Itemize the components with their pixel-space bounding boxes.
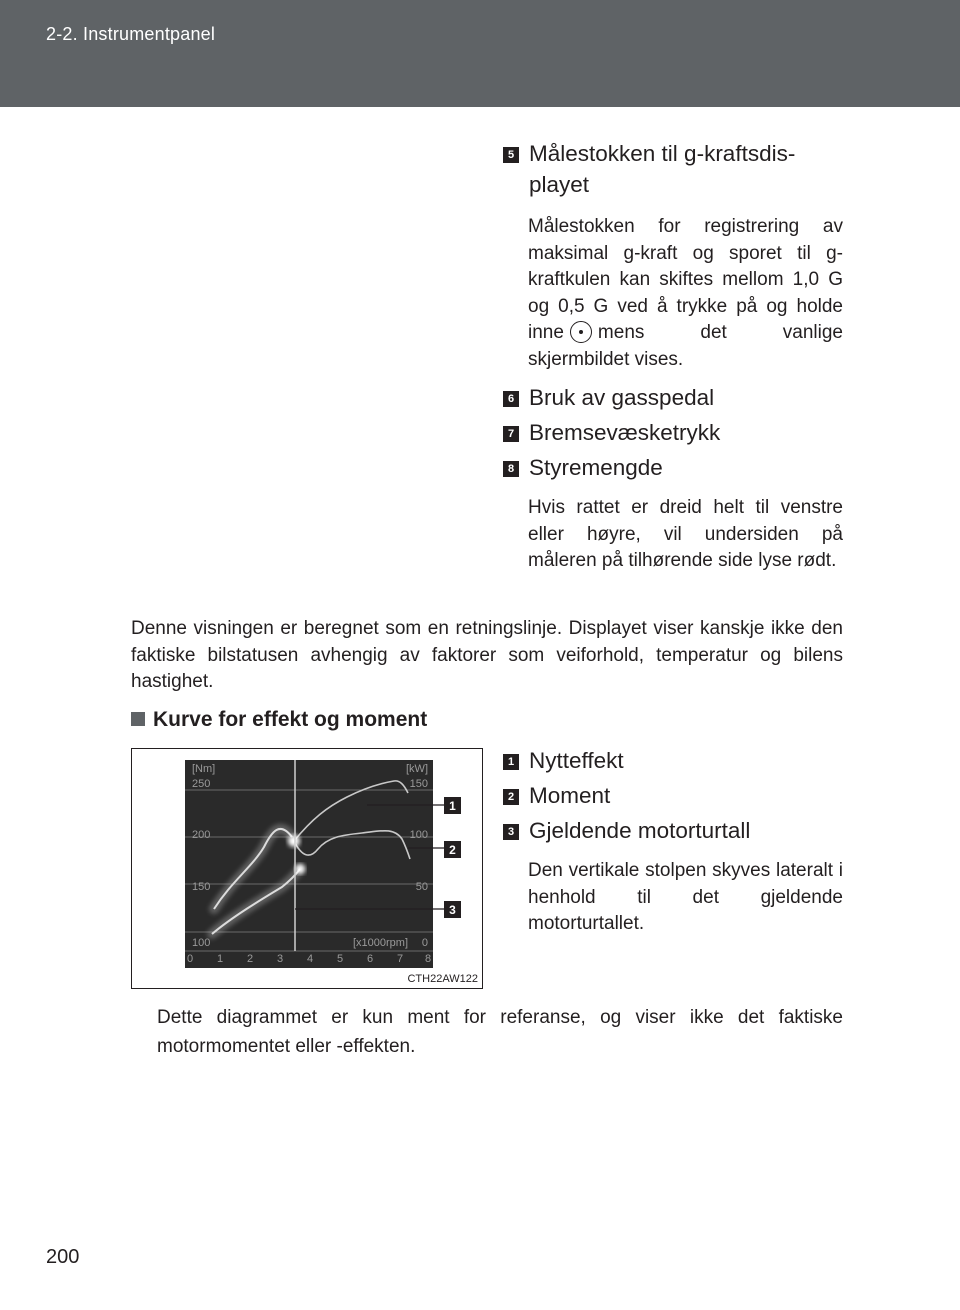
left-tick-label: 200 xyxy=(192,829,211,841)
item-title: Moment xyxy=(529,783,611,808)
item-marker: 3 xyxy=(503,824,519,840)
left-tick-label: 100 xyxy=(192,937,211,949)
left-tick-label: 150 xyxy=(192,881,211,893)
item-6 xyxy=(503,382,843,414)
right-tick-label: 0 xyxy=(421,937,428,949)
figure-illustration xyxy=(132,749,484,990)
item-5-description xyxy=(528,214,843,373)
section-title: 2-2. Instrumentpanel xyxy=(46,24,216,44)
x-tick-label: 3 xyxy=(276,953,284,965)
x-tick-label: 0 xyxy=(186,953,194,965)
item-title: Nytteffekt xyxy=(529,748,624,773)
power-torque-figure xyxy=(131,748,483,989)
page-header xyxy=(0,0,960,107)
callout-label: 3 xyxy=(449,903,456,917)
left-tick-label: 250 xyxy=(192,778,211,790)
center-button-icon xyxy=(570,321,592,343)
item-2 xyxy=(503,780,843,812)
x-tick-label: 7 xyxy=(396,953,404,965)
item-3 xyxy=(503,815,843,847)
item-8 xyxy=(503,452,843,484)
item-3-description: Den vertikale stolpen skyves lateralt i henhold til det gjeldende motorturtallet. xyxy=(528,860,843,934)
description-text: mens det vanlige skjermbildet vises. xyxy=(528,322,843,370)
callout-label: 1 xyxy=(449,799,456,813)
item-1 xyxy=(503,745,843,777)
section-heading-text: Kurve for effekt og moment xyxy=(153,708,428,731)
figure-note: Dette diagrammet er kun ment for referanse, og viser ikke det faktiske motormomentet eller -effekten. xyxy=(157,1007,843,1057)
figure-code: CTH22AW122 xyxy=(407,973,478,985)
right-tick-label: 100 xyxy=(409,829,428,841)
x-tick-label: 1 xyxy=(216,953,224,965)
right-tick-label: 150 xyxy=(409,778,428,790)
item-marker: 7 xyxy=(503,426,519,442)
right-axis-unit: [kW] xyxy=(406,763,428,775)
x-tick-label: 6 xyxy=(366,953,374,965)
x-tick-label: 5 xyxy=(336,953,344,965)
page-number: 200 xyxy=(46,1246,80,1268)
item-title: Bruk av gasspedal xyxy=(529,385,715,410)
item-title: Bremsevæsketrykk xyxy=(529,420,721,445)
item-title-line: playet xyxy=(529,172,590,197)
x-tick-label: 4 xyxy=(306,953,314,965)
item-marker: 2 xyxy=(503,789,519,805)
item-5 xyxy=(503,138,843,208)
item-marker: 1 xyxy=(503,754,519,770)
item-title: Gjeldende motorturtall xyxy=(529,818,751,843)
item-marker: 5 xyxy=(503,147,519,163)
item-marker: 6 xyxy=(503,391,519,407)
left-axis-unit: [Nm] xyxy=(192,763,216,775)
section-heading xyxy=(131,708,427,732)
body-paragraph: Denne visningen er beregnet som en retningslinje. Displayet viser kanskje ikke den faktiske bilstatusen avhengig av faktorer som veiforhold, temperatur og bilens hastighet. xyxy=(131,618,843,692)
square-bullet-icon xyxy=(131,712,145,726)
callout-label: 2 xyxy=(449,843,456,857)
x-axis-unit: [x1000rpm] xyxy=(352,937,408,949)
power-point xyxy=(295,864,305,874)
torque-point xyxy=(288,835,300,847)
item-8-description: Hvis rattet er dreid helt til venstre eller høyre, vil undersiden på måleren på tilhørende side lyse rødt. xyxy=(528,497,843,571)
x-tick-label: 2 xyxy=(246,953,254,965)
right-tick-label: 50 xyxy=(415,881,428,893)
description-text: Målestokken for registrering av maksimal g-kraft og sporet til g-kraftkulen kan skiftes mellom 1,0 G og 0,5 G ved å trykke på og holde inne xyxy=(528,216,843,343)
item-title: Styremengde xyxy=(529,455,663,480)
item-7 xyxy=(503,417,843,449)
item-title-line: Målestokken til g-kraftsdis- xyxy=(529,141,796,166)
x-tick-label: 8 xyxy=(424,953,432,965)
item-marker: 8 xyxy=(503,461,519,477)
